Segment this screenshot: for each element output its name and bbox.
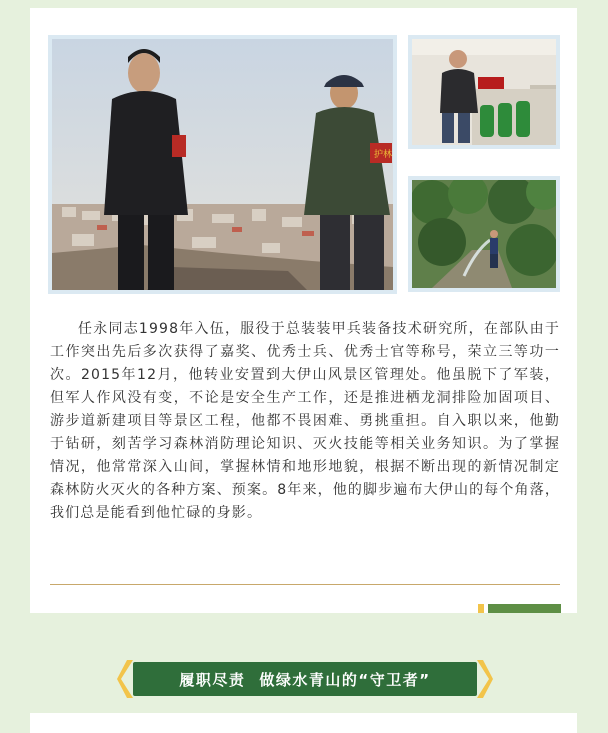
section-title-right: 做绿水青山的“守卫者” xyxy=(259,670,431,689)
forest-spraying-photo xyxy=(408,176,560,292)
section-title-left: 履职尽责 xyxy=(179,670,246,689)
decor-block-green xyxy=(488,604,561,613)
chevron-right-icon xyxy=(475,660,493,698)
decor-block-yellow xyxy=(478,604,484,613)
kitchen-inspection-photo xyxy=(408,35,560,149)
next-card xyxy=(30,713,577,733)
hilltop-photo xyxy=(48,35,397,294)
section-title-bar xyxy=(133,662,477,696)
divider-line xyxy=(50,584,560,585)
armband-text: 护林 xyxy=(374,150,393,160)
article-paragraph: 任永同志1998年入伍，服役于总装装甲兵装备技术研究所，在部队由于工作突出先后多次获得了嘉奖、优秀士兵、优秀士官等称号，荣立三等功一次。2015年12月，他转业安置到大伊山风景区管理处。他虽脱下了军装，但军人作风没有变，不论是安全生产工作，还是推进栖龙洞排险加固项目、游步道新建项目等景区工程，他都不畏困难、勇挑重担。自入职以来，他勤于钻研，刻苦学习森林消防理论知识、灭火技能等相关业务知识。为了掌握情况，他常常深入山间，掌握林情和地形地貌，根据不断出现的新情况制定森林防火灭火的各种方案、预案。8年来，他的脚步遍布大伊山的每个角落，我们总是能看到他忙碌的身影。 xyxy=(50,321,561,521)
section-banner xyxy=(117,660,493,698)
